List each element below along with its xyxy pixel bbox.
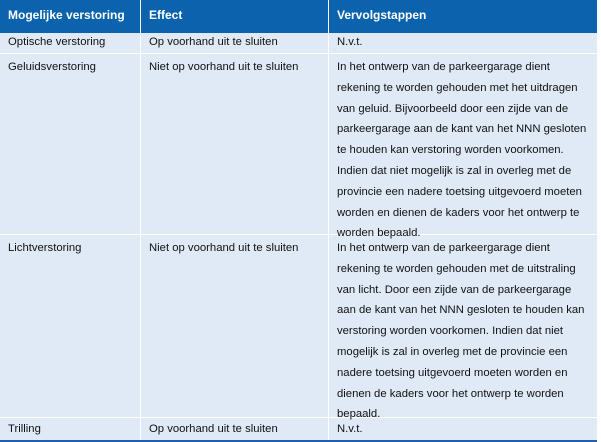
cell-vervolgstappen: In het ontwerp van de parkeergarage dient rekening te worden gehouden met de uitstraling van licht. Door een zijde van de parkeergarage aan de kant van het NNN gesloten te houden kan verstoring worden voorkomen. Indien dat niet mogelijk is zal in overleg met de provincie een nadere toetsing uitgevoerd moeten worden en dienen de kaders voor het ontwerp te worden bepaald. [328, 235, 597, 417]
cell-effect: Niet op voorhand uit te sluiten [140, 235, 328, 417]
cell-verstoring: Optische verstoring [8, 36, 106, 48]
cell-effect: Niet op voorhand uit te sluiten [140, 54, 328, 234]
header-vervolgstappen: Vervolgstappen [328, 0, 597, 33]
header-mogelijke-verstoring: Mogelijke verstoring [8, 8, 125, 22]
table-row [0, 33, 597, 53]
cell-verstoring: Geluidsverstoring [8, 61, 96, 73]
cell-verstoring: Trilling [8, 423, 41, 435]
header-effect: Effect [140, 0, 328, 33]
cell-vervolgstappen: In het ontwerp van de parkeergarage dient rekening te worden gehouden met het uitdragen van geluid. Bijvoorbeeld door een zijde van de parkeergarage aan de kant van het NNN gesloten te houden kan verstoring worden voorkomen. Indien dat niet mogelijk is zal in overleg met de provincie een nadere toetsing uitgevoerd moeten worden en dienen de kaders voor het ontwerp te worden bepaald. [328, 54, 597, 234]
table-header-row [0, 0, 597, 33]
cell-effect: Op voorhand uit te sluiten [140, 33, 328, 53]
table-row [0, 417, 597, 440]
cell-verstoring: Lichtverstoring [8, 242, 82, 254]
cell-vervolgstappen: N.v.t. [328, 33, 597, 53]
cell-vervolgstappen: N.v.t. [328, 418, 597, 440]
cell-effect: Op voorhand uit te sluiten [140, 418, 328, 440]
table-row [0, 234, 597, 421]
table-row [0, 53, 597, 240]
